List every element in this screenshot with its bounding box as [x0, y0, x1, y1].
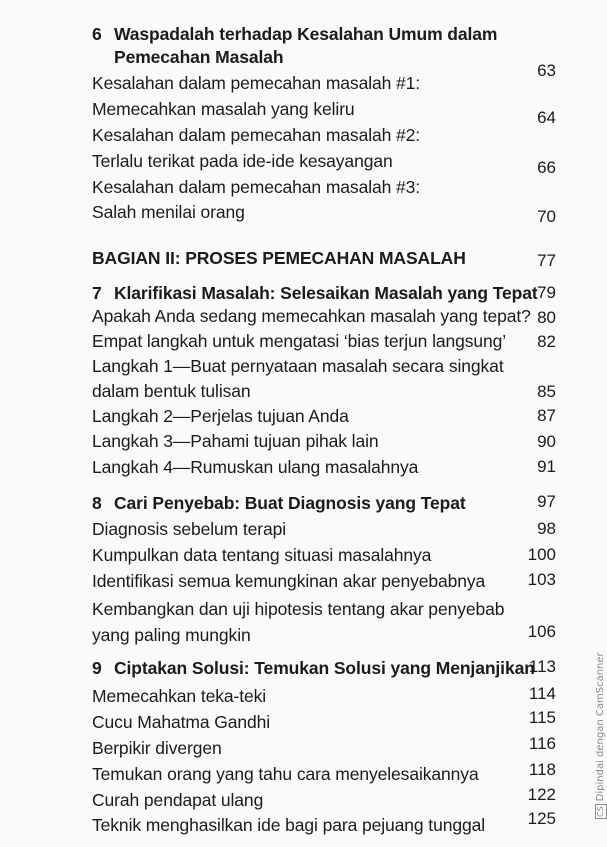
toc-entry: Salah menilai orang: [92, 202, 245, 222]
chapter-title: Cari Penyebab: Buat Diagnosis yang Tepat: [114, 493, 466, 513]
chapter-6-heading: [92, 23, 497, 45]
chapter-title: Klarifikasi Masalah: Selesaikan Masalah yang Tepat: [114, 283, 538, 303]
chapter-8-heading: [92, 492, 466, 514]
toc-entry: Langkah 1—Buat pernyataan masalah secara singkat: [92, 356, 504, 376]
toc-entry: Memecahkan masalah yang keliru: [92, 99, 355, 119]
page-number: 97: [537, 492, 556, 511]
toc-entry: Kesalahan dalam pemecahan masalah #1:: [92, 73, 421, 93]
toc-entry: Cucu Mahatma Gandhi: [92, 712, 271, 732]
page-number: 122: [527, 785, 556, 804]
page-number: 80: [537, 308, 556, 327]
toc-entry: Teknik menghasilkan ide bagi para pejuang tunggal: [92, 815, 486, 835]
page-number: 85: [537, 382, 556, 401]
toc-entry: Memecahkan teka-teki: [92, 686, 267, 706]
page-number: 113: [528, 657, 556, 676]
toc-entry: Langkah 2—Perjelas tujuan Anda: [92, 406, 349, 426]
chapter-number: 6: [92, 24, 102, 44]
toc-entry: Diagnosis sebelum terapi: [92, 519, 287, 539]
page-number: 103: [527, 570, 556, 589]
toc-entry: Kesalahan dalam pemecahan masalah #2:: [92, 125, 421, 145]
page-number: 87: [537, 406, 556, 425]
toc-entry: Terlalu terikat pada ide-ide kesayangan: [92, 151, 393, 171]
chapter-7-heading: [92, 282, 538, 304]
toc-entry: Berpikir divergen: [92, 738, 222, 758]
chapter-6-heading-cont: Pemecahan Masalah: [114, 47, 284, 67]
toc-entry: Langkah 3—Pahami tujuan pihak lain: [92, 431, 379, 451]
chapter-9-heading: [92, 657, 535, 679]
page-number: 115: [528, 708, 556, 727]
chapter-number: 7: [92, 283, 102, 303]
page-number: 118: [528, 760, 556, 779]
page-number: 77: [537, 251, 556, 270]
page-number: 125: [527, 809, 556, 828]
chapter-number: 8: [92, 493, 102, 513]
page-number: 66: [537, 158, 556, 177]
page-number: 100: [527, 545, 556, 564]
page-number: 98: [537, 519, 556, 538]
toc-entry: Kumpulkan data tentang situasi masalahnya: [92, 545, 432, 565]
camscanner-logo-icon: CS: [596, 806, 605, 817]
page-number: 82: [537, 332, 556, 351]
toc-entry: Identifikasi semua kemungkinan akar penyebabnya: [92, 571, 486, 591]
toc-entry: Kesalahan dalam pemecahan masalah #3:: [92, 177, 421, 197]
page-number: 106: [527, 622, 556, 641]
toc-entry: Empat langkah untuk mengatasi ‘bias terjun langsung’: [92, 331, 507, 351]
chapter-title: Waspadalah terhadap Kesalahan Umum dalam: [114, 24, 498, 44]
page-number: 63: [537, 61, 556, 80]
toc-entry: Curah pendapat ulang: [92, 790, 264, 810]
toc-entry: yang paling mungkin: [92, 625, 251, 645]
page-number: 70: [537, 207, 556, 226]
scanner-watermark: [584, 609, 606, 819]
chapter-title: Ciptakan Solusi: Temukan Solusi yang Menjanjikan: [114, 658, 535, 678]
page-number: 91: [537, 457, 556, 476]
page-number: 114: [528, 684, 556, 703]
page-number: 79: [537, 283, 556, 302]
watermark-text: [595, 652, 607, 819]
toc-entry: Temukan orang yang tahu cara menyelesaikannya: [92, 764, 479, 784]
toc-entry: dalam bentuk tulisan: [92, 381, 251, 401]
page-number: 116: [528, 734, 556, 753]
toc-entry: Apakah Anda sedang memecahkan masalah yang tepat?: [92, 306, 531, 326]
chapter-number: 9: [92, 658, 102, 678]
toc-entry: Langkah 4—Rumuskan ulang masalahnya: [92, 457, 419, 477]
page-number: 90: [537, 432, 556, 451]
watermark-label: Dipindai dengan CamScanner: [595, 652, 606, 802]
page-number: 64: [537, 108, 556, 127]
toc-entry: Kembangkan dan uji hipotesis tentang akar penyebab: [92, 599, 505, 619]
part-heading: BAGIAN II: PROSES PEMECAHAN MASALAH: [92, 248, 466, 268]
